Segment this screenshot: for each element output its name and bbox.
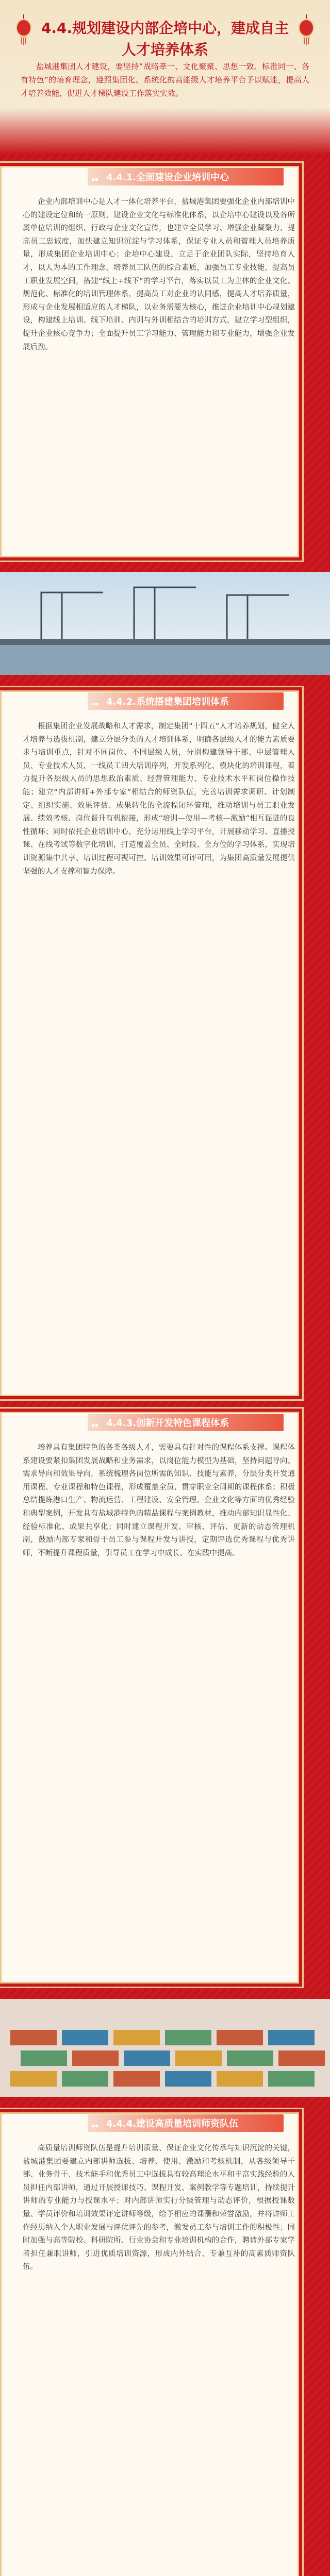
intro-paragraph: 盐城港集团人才建设，要坚持“战略牵一、文化聚聚、思想一致、标准同一、各有特色”的培育理念，遵照集团化、系统化的高能级人才培养平台予以赋能，提高人才培养效能，促进人才梯队建设工作落实实效。 [21,62,309,98]
heading-dots-icon [92,1419,103,1426]
page-title-line1: 4.4.规划建设内部企培中心，建成自主 [41,20,289,37]
section-body: 企业内部培训中心是人才一体化培养平台，盐城港集团要强化企业内部培训中心的建设定位和统一原则，建设企业文化与标准化体系，以企培中心建设以及各所属单位培训的组织、行政与企业文化宣传，也建立全员学习、增强企业凝聚力、提高员工忠诚度，加快建立知识沉淀与学习体系，保证专业人员和管理人员培养质量，形成集团企业培训中心；企培中心建设，立足于企业团队实际，坚持培育人才，以人为本的工作理念，培养员工队伍的综合素质，加强员工专业技能，提高员工职业发展空间，搭建“线上+线下”的学习平台，落实以员工为主体的企业文化、规范化、标准化的培训管理体系，提高员工对企业的认同感，提高人才培养质量，形成与企业发展相适应的人才梯队，以业务需要为核心，推进企业培训中心规划建设，构建线上培训、线下培训、内训与外训相结合的培训方式，建立学习型组织，提升企业核心竞争力；全面提升员工学习能力、管理能力和专业能力，增强企业发展后劲。 [23,198,295,351]
section-heading-label: 4.4.1.全面建设企业培训中心 [106,172,229,183]
lantern-ornament-icon [11,14,36,45]
section-heading [88,164,284,189]
section-heading [88,1410,284,1434]
section-heading-label: 4.4.4.建设高质量培训师资队伍 [106,2119,239,2129]
section-heading [88,688,284,713]
section-body: 高质量培训师资队伍是提升培训质量、保证企业文化传承与知识沉淀的关键，盐城港集团要建立内部讲师选拔、培养、使用、激励和考核机制，从各级领导干部、业务骨干、技术能手和优秀员工中选拔具有较高理论水平和丰富实践经验的人员担任内部讲师，通过开展授课技巧、课程开发、案例教学等专题培训，持续提升讲师的专业能力与授课水平；对内部讲师实行分级管理与动态评价，根据授课数量、学员评价和培训效果评定讲师等级，给予相应的课酬和荣誉激励，并将讲师工作经历纳入个人职业发展与评优评先的参考，激发员工参与培训工作的积极性；同时加强与高等院校、科研院所、行业协会和专业培训机构的合作，聘请外部专家学者担任兼职讲师，引进优质培训资源，形成内外结合、专兼互补的高素质师资队伍。 [23,2144,295,2272]
heading-dots-icon [92,2120,103,2127]
heading-dots-icon [92,173,103,180]
heading-dots-icon [92,698,103,705]
section-heading-label: 4.4.2.系统搭建集团培训体系 [106,697,229,707]
header [14,5,316,61]
section-body: 培养具有集团特色的各类各级人才，需要具有针对性的课程体系支撑。课程体系建设要紧扣集团发展战略和业务需求，以岗位能力模型为基础，坚持问题导向、需求导向和效果导向，系统梳理各岗位所需的知识、技能与素养，分层分类开发通用课程、专业课程和特色课程，形成覆盖全员、贯穿职业全周期的课程体系；积极总结提炼港口生产、物流运营、工程建设、安全管理、企业文化等方面的优秀经验和典型案例，开发具有盐城港特色的精品课程与案例教材，推动内部知识显性化、经验标准化、成果共享化；同时建立课程开发、审核、评估、更新的动态管理机制，鼓励内部专家和骨干员工参与课程开发与讲授，定期评选优秀课程与优秀讲师，不断提升课程质量，引导员工在学习中成长、在实践中提高。 [23,1444,295,1557]
port-crane-photo [0,572,330,675]
section-body: 根据集团企业发展战略和人才需求，制定集团“十四五”人才培养规划，健全人才培养与选拔机制，建立分层分类的人才培训体系，明确各层级人才的能力素质要求与培训重点，针对不同岗位、不同层级人员，分别构建领导干部、中层管理人员、专业技术人员、一线员工四大培训序列，开发系列化、模块化的培训课程，着力提升各层级人员的思想政治素质、经营管理能力、专业技术水平和岗位操作技能；建立“内部讲师+外部专家”相结合的师资队伍，完善培训需求调研、计划制定、组织实施、效果评估、成果转化的全流程闭环管理，推动培训与员工职业发展、绩效考核、岗位晋升有机衔接，形成“培训—使用—考核—激励”相互促进的良性循环；同时依托企业培训中心，充分运用线上学习平台，开展移动学习、直播授课、在线考试等数字化培训，打造覆盖全员、全时段、全方位的学习体系，实现培训资源集中共享、培训过程可视可控、培训效果可评可用，为集团高质量发展提供坚强的人才支撑和智力保障。 [23,722,295,876]
page-title-line2: 人才培养体系 [121,41,208,58]
container-yard-photo [0,1999,330,2097]
section-heading [88,2110,284,2135]
lantern-ornament-icon [294,14,319,45]
section-heading-label: 4.4.3.创新开发特色课程体系 [106,1418,229,1429]
